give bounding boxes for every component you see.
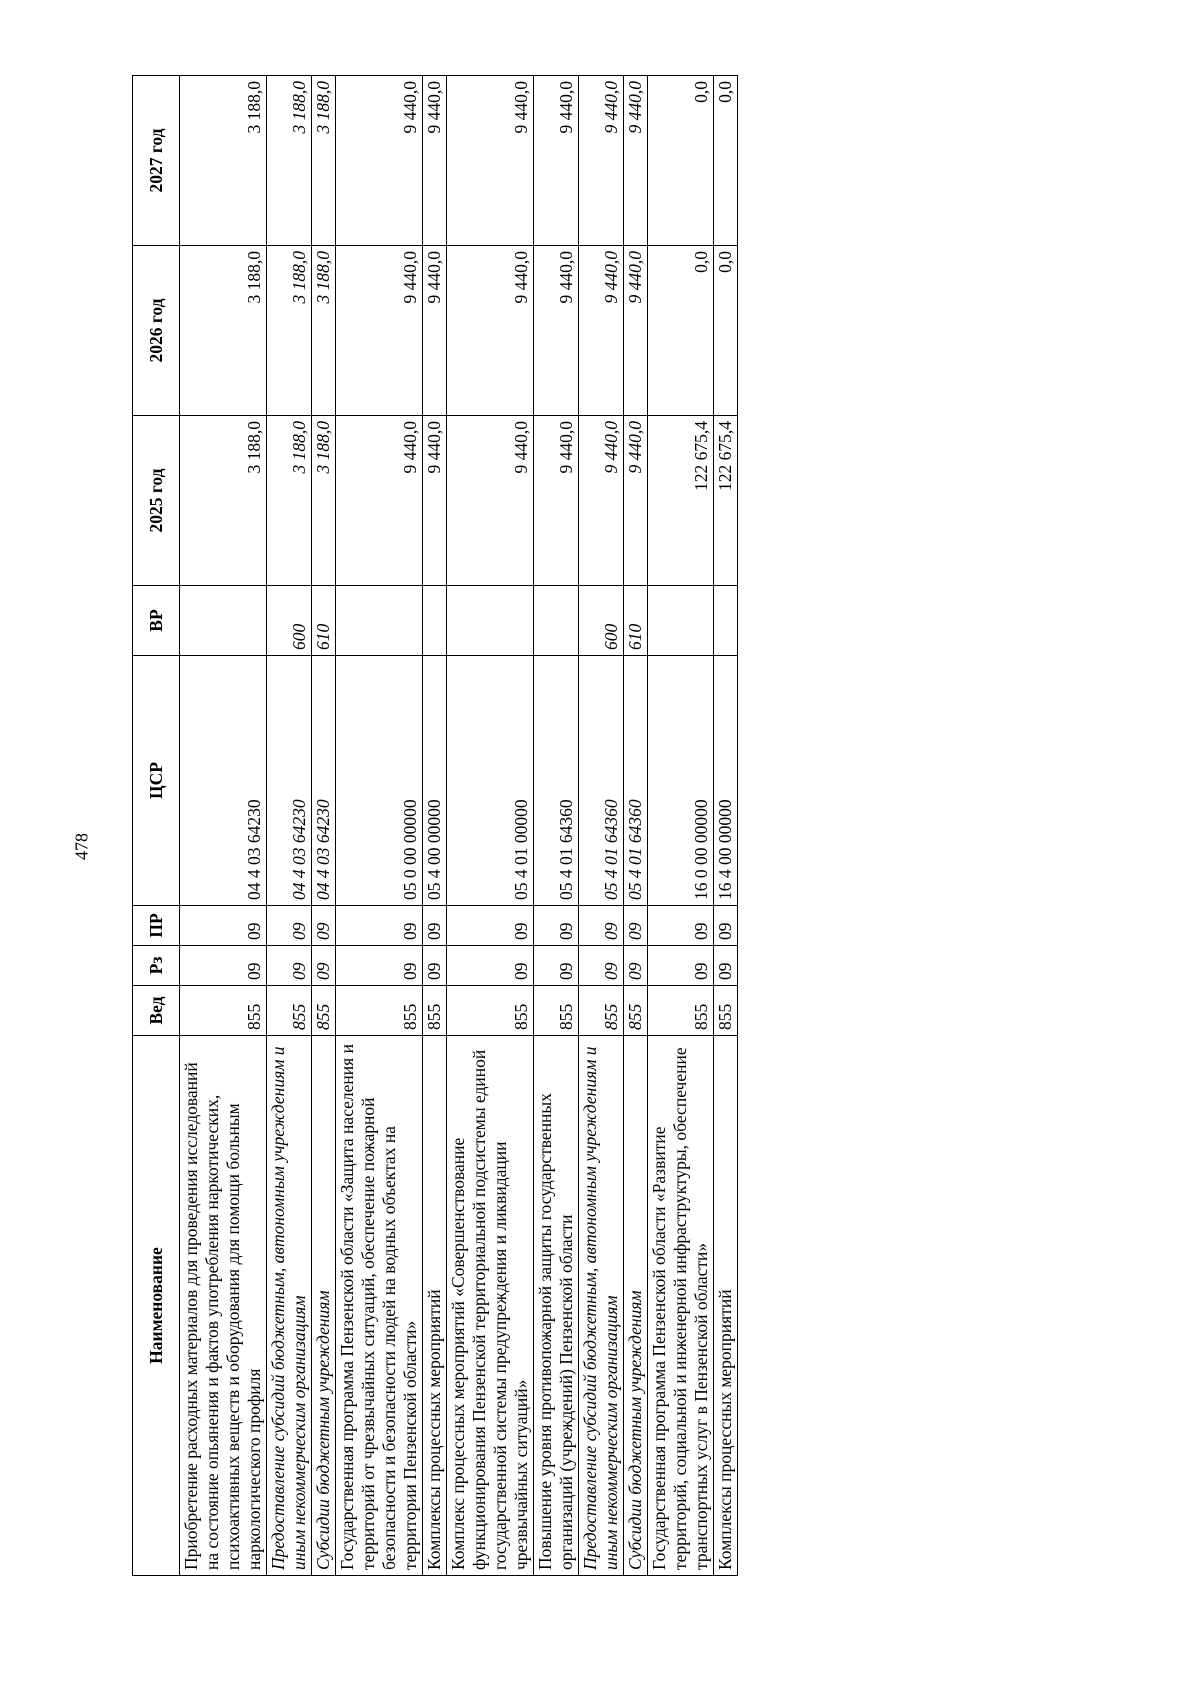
cell-pr: 09 [336,906,423,946]
cell-rz: 09 [423,946,447,986]
cell-rz: 09 [534,946,579,986]
cell-ved: 855 [336,986,423,1036]
cell-rz: 09 [267,946,312,986]
cell-vr: 600 [579,586,624,656]
cell-2027: 9 440,0 [423,76,447,246]
cell-2025: 9 440,0 [579,416,624,586]
cell-2027: 9 440,0 [624,76,648,246]
cell-vr: 610 [624,586,648,656]
cell-name: Комплексы процессных мероприятий [423,1036,447,1576]
cell-pr: 09 [624,906,648,946]
cell-csr: 04 4 03 64230 [267,656,312,906]
cell-rz: 09 [180,946,267,986]
cell-vr [447,586,534,656]
header-vr: ВР [133,586,180,656]
cell-2025: 3 188,0 [267,416,312,586]
cell-2027: 3 188,0 [312,76,336,246]
cell-csr: 05 4 01 64360 [579,656,624,906]
header-2027: 2027 год [133,76,180,246]
rotated-table-container [132,76,1066,1576]
cell-2027: 9 440,0 [579,76,624,246]
cell-pr: 09 [423,906,447,946]
cell-rz: 09 [312,946,336,986]
cell-name: Предоставление субсидий бюджетным, автономным учреждениям и иным некоммерческим организациям [267,1036,312,1576]
page-number: 478 [71,833,92,860]
cell-name: Государственная программа Пензенской области «Развитие территорий, социальной и инженерной инфраструктуры, обеспечение транспортных услуг в Пензенской области» [648,1036,714,1576]
table-row [648,76,714,1576]
cell-name: Предоставление субсидий бюджетным, автономным учреждениям и иным некоммерческим организациям [579,1036,624,1576]
table-row [714,76,738,1576]
cell-2027: 0,0 [714,76,738,246]
cell-2025: 9 440,0 [534,416,579,586]
cell-2026: 3 188,0 [180,246,267,416]
cell-ved: 855 [180,986,267,1036]
table-row [624,76,648,1576]
table-row [312,76,336,1576]
cell-2026: 3 188,0 [312,246,336,416]
header-name: Наименование [133,1036,180,1576]
cell-name: Комплексы процессных мероприятий [714,1036,738,1576]
cell-vr [180,586,267,656]
cell-ved: 855 [648,986,714,1036]
cell-2026: 0,0 [714,246,738,416]
cell-ved: 855 [714,986,738,1036]
table-row [267,76,312,1576]
cell-2025: 9 440,0 [336,416,423,586]
cell-2026: 9 440,0 [579,246,624,416]
cell-2026: 9 440,0 [336,246,423,416]
cell-2026: 9 440,0 [423,246,447,416]
cell-vr [336,586,423,656]
cell-vr [423,586,447,656]
cell-csr: 05 4 01 64360 [534,656,579,906]
header-csr: ЦСР [133,656,180,906]
cell-ved: 855 [534,986,579,1036]
cell-pr: 09 [447,906,534,946]
cell-2027: 9 440,0 [336,76,423,246]
cell-2025: 122 675,4 [648,416,714,586]
cell-csr: 16 4 00 00000 [714,656,738,906]
cell-csr: 05 4 00 00000 [423,656,447,906]
header-2025: 2025 год [133,416,180,586]
cell-2026: 9 440,0 [624,246,648,416]
cell-rz: 09 [336,946,423,986]
cell-2027: 3 188,0 [180,76,267,246]
cell-csr: 05 4 01 00000 [447,656,534,906]
table-row [447,76,534,1576]
cell-ved: 855 [447,986,534,1036]
cell-pr: 09 [312,906,336,946]
cell-2026: 0,0 [648,246,714,416]
cell-pr: 09 [579,906,624,946]
cell-ved: 855 [624,986,648,1036]
cell-vr: 610 [312,586,336,656]
cell-2025: 3 188,0 [312,416,336,586]
table-row [534,76,579,1576]
cell-ved: 855 [312,986,336,1036]
cell-vr [534,586,579,656]
cell-2027: 0,0 [648,76,714,246]
cell-ved: 855 [579,986,624,1036]
cell-csr: 16 0 00 00000 [648,656,714,906]
header-ved: Вед [133,986,180,1036]
cell-pr: 09 [648,906,714,946]
cell-2026: 3 188,0 [267,246,312,416]
cell-pr: 09 [267,906,312,946]
cell-ved: 855 [267,986,312,1036]
table-row [336,76,423,1576]
cell-name: Государственная программа Пензенской области «Защита населения и территорий от чрезвычайных ситуаций, обеспечение пожарной безопасности и безопасности людей на водных объектах на территории Пензенской области» [336,1036,423,1576]
cell-csr: 05 0 00 00000 [336,656,423,906]
table-row [579,76,624,1576]
cell-name: Субсидии бюджетным учреждениям [312,1036,336,1576]
cell-pr: 09 [180,906,267,946]
header-2026: 2026 год [133,246,180,416]
cell-2027: 9 440,0 [534,76,579,246]
cell-csr: 04 4 03 64230 [312,656,336,906]
budget-table [132,75,738,1576]
cell-name: Приобретение расходных материалов для проведения исследований на состояние опьянения и фактов употребления наркотических, психоактивных веществ и оборудования для помощи больным наркологического профиля [180,1036,267,1576]
cell-vr: 600 [267,586,312,656]
cell-vr [648,586,714,656]
cell-name: Повышение уровня противопожарной защиты государственных организаций (учреждений) Пензенской области [534,1036,579,1576]
cell-csr: 05 4 01 64360 [624,656,648,906]
cell-2027: 3 188,0 [267,76,312,246]
cell-rz: 09 [624,946,648,986]
cell-2025: 122 675,4 [714,416,738,586]
cell-rz: 09 [714,946,738,986]
cell-pr: 09 [714,906,738,946]
cell-2027: 9 440,0 [447,76,534,246]
header-pr: ПР [133,906,180,946]
cell-pr: 09 [534,906,579,946]
cell-2026: 9 440,0 [534,246,579,416]
cell-2025: 9 440,0 [624,416,648,586]
cell-2025: 9 440,0 [423,416,447,586]
cell-2026: 9 440,0 [447,246,534,416]
table-row [423,76,447,1576]
cell-rz: 09 [447,946,534,986]
cell-2025: 9 440,0 [447,416,534,586]
table-header-row [133,76,180,1576]
cell-vr [714,586,738,656]
header-rz: Рз [133,946,180,986]
cell-ved: 855 [423,986,447,1036]
cell-rz: 09 [648,946,714,986]
cell-rz: 09 [579,946,624,986]
table-row [180,76,267,1576]
cell-name: Комплекс процессных мероприятий «Совершенствование функционирования Пензенской территориальной подсистемы единой государственной системы предупреждения и ликвидации чрезвычайных ситуаций» [447,1036,534,1576]
cell-csr: 04 4 03 64230 [180,656,267,906]
cell-name: Субсидии бюджетным учреждениям [624,1036,648,1576]
cell-2025: 3 188,0 [180,416,267,586]
